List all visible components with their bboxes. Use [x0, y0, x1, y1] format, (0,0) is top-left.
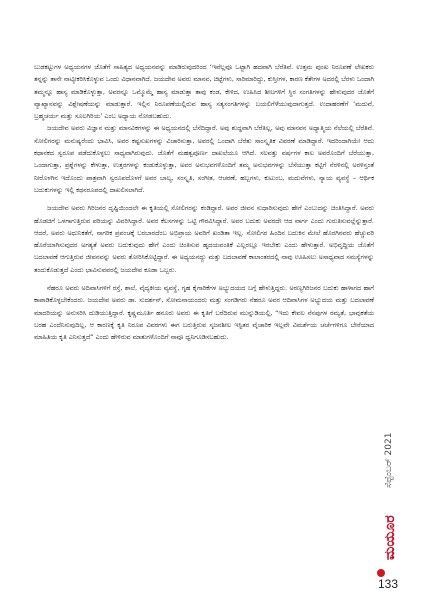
logo-dot-icon: [377, 569, 385, 577]
page-sidebar: [378, 0, 422, 600]
paragraph-4: ನೆಹರೂ ಅವರು ಅದಿವಾಸಿಗಳಿಗೆ ರಸ್ತೆ, ಶಾಲೆ, ವೈದ್ಯಕೀಯ ವ್ಯವಸ್ಥೆ, ಗೃಹ ಕೈಗಾರಿಕೆಗಳ ಅಭ್ಯುದಯದ ಬಗ್ಗೆ ಹೇಳುತ್ತಿದ್ದರು. ಅರಣ್ಯಗಿರಿಜನರ ಬದುಕು ಹಾಳಾಗದ ಹಾಗೆ ಕಾಪಾಡಿಕೊಳ್ಳಬೇಕೆಂದರು. ಜಯದೇವ ಅವರು ಡಾ. ಸುದರ್ಶನ್, ಸೋಮನಾಯಂದರು ಮತ್ತು ಸಂಗಡಿಗರು ನೆಹರೂ ಅವರ ಆದಿವಾಸಿಗಳ ಅಭ್ಯುದಯ ಮತ್ತು ಬದಲಾವಣೆ ಮಾದರಿಯನ್ನು ಅನುಸರಿಸಿ ದುಡಿಯುತ್ತಿದ್ದಾರೆ. ಕೃಷ್ಣಮೂರ್ತಿ ಹನೂರು ಅವರು ಈ ಕೃತಿಗೆ ಬರೆದಿರುವ ಮುನ್ನುಡಿಯಲ್ಲಿ, “ಇದು ಕೇವಲ ನೆನಪುಗಳ ರಮ್ಯತೆ, ಭಾವುಕತೆಯ ಬರಹ ಎಂದೆನಿಸುವುದಿಲ್ಲ, ಆ ಕಾರಣಕ್ಕೆ ಕೃತಿ ನಿರೂಪ ವಿವರಗಳು ಈಗ ಬರುತ್ತಿರುವ ಸೃಜನಶೀಲ ಇಸ್ಟಿತರ ವೈಚಾರಿಕ ಇಲ್ಲವೇ ವಿಮರ್ಶೆಯ ಚರ್ಚೆಗಳಿಗೂ ಬೇರೆಯಾದ ಮಾಹಿತಿಯ ಕೃತಿ ಎನಿಸುತ್ತದೆ” ಎಂದು ಹೇಳಿರುವ ಮಾತುಗಳೊಂದಿಗೆ ನಾವೂ ಧ್ವನಿಗೂಡಿಸಬಹುದು.: [34, 284, 374, 342]
article-body: [34, 61, 374, 344]
page-number: 133: [378, 577, 399, 591]
issue-date: ಸೆಪ್ಟೆಂಬರ್ 2021: [384, 432, 394, 488]
paragraph-1: ಬುಡಕಟ್ಟುಗಳ ಅಧ್ಯಯನಗಳ ಜೊತೆಗೆ ಸಾಹಿತ್ಯದ ಅಧ್ಯಯನವನ್ನು ಮಾಡಿರುವುದರಿಂದ ‘ಇವೆಲ್ಲವೂ ಒಟ್ಟಾಗಿ ಹದವಾಗಿ ಬೆರೆತಿವೆ. ಉತ್ತಮ ಪುಂಖ ನಿರೂಪಣೆ ಲೇಖಕರು ತನ್ನನ್ನು ತಾನೇ ನಾಟ್ಯೀಕರಿಸಿಕೊಳ್ಳುವ ಒಂದು ವಿಧಾನವಾಗಿದೆ. ಜಯದೇವ ಅವರು ಮಾನವ, ಚಿಟ್ಟೆಗಳು, ಸಾರಿಮಾರಿದ್ದು, ಕುಸ್ತೀಗಳ, ಕಾರಣ ಕೆತೇಗಳ ಅದರಲ್ಲಿ ಬೆರಳು ಒಂದಾಗಿ ತಮ್ಮನ್ನೂ ಹಾಸ್ಯ ಮಾಡಿಕೊಳ್ಳುತ್ತಾ, ಅವರನ್ನೂ ಒಮ್ಮೊಮ್ಮೆ ಹಾಸ್ಯ ಮಾಡುತ್ತಾ ತಾವು ಕಂಡ, ಕೇಳಿದ, ಉಹಿಸಿದ ಶೀಲಗಳಿಗೆ ಸ್ಥಿರ ಸಂಗತಿಗಳನ್ನು ಹೇಳುವುದರ ಜೊತೆಗೆ ವ್ಯಾಖ್ಯಾನವನ್ನು ವಿಶ್ಲೇಷಣೆಯನ್ನು ಮಾಡುತ್ತಾರೆ. ಇಲ್ಲಿನ ನಿರೂಪಣೆಯಲ್ಲಿರುವ ಹಾಸ್ಯ ಸತ್ಯಸಂಗತಿಗಳನ್ನು ಬಯಲಿಗೆಳೆಯುವುದಾಗುತ್ತದೆ. ಉದಾಹರಣೆಗೆ ‘ಮದುವೆ, ಬ್ರಹ್ಮಚರ್ಯ ಮತ್ತು ಸೂಲಗಿರಿಯ’ ಎಂಬ ಅಧ್ಯಾಯ ನೋಡಬಹುದು.: [34, 63, 374, 121]
magazine-logo: ಮಯೂರ: [382, 515, 398, 560]
paragraph-2: ಜಯದೇವ ಅವರು ವಿಜ್ಞಾನ ಮತ್ತು ಮಾನವಿಕಗಳನ್ನು ಈ ಅಧ್ಯಯನದಲ್ಲಿ ಬೆಸೆದಿದ್ದಾರೆ. ಅವು ಶುದ್ಧವಾಗಿ ಬೆರೆತಿಲ್ಲ, ಅವು ಮಾನವನ ಅಧ್ಯಾತ್ಮಿಯ ನೆಲೆಯಲ್ಲಿ ಬೆರೆತಿವೆ. ಸೋಲಿಗರನ್ನು ಮನುಷ್ಯರೆಂದು ಭಾವಿಸಿ, ಅವರ ಕಷ್ಟಸುಖಗಳನ್ನು ವಿಚಾರಿಸುತ್ತಾ, ಅವರಲ್ಲಿ ಒಂದಾಗಿ ಬೆರೆತು ಸಾಂಸ್ಕೃತಿಕ ವಿವರಣೆ ಮಾಡಿದ್ದಾರೆ. ಇದರಿಂದಾಗಿಯೇ ಆದು ಕಥಾನಕದ ಸ್ವರೂಪ ಪಡೆದುಕೊಳ್ಳಲು ಸಾಧ್ಯವಾಗಿರುವುದು. ಜೊತೆಗೆ ಮಹತ್ವಪೂರ್ಣ ದಾಖಲೆಯೂ ಆಗಿದೆ. ಸಲವತ್ತು ವರ್ಷಗಳ ಕಾಲ ಅವರೊಂದಿಗೆ ಬೆರೆಯುತ್ತಾ, ಒಂದಾಗುತ್ತಾ, ಪ್ರಶ್ನೆಗಳನ್ನು ಕೇಳುತ್ತಾ, ಉತ್ತರಗಳನ್ನು ಕಂಡುಕೊಳ್ಳುತ್ತಾ, ಅವರ ಅನುಭವಗಳೊಂದಿಗೆ ತಮ್ಮ ಅನುಭವಗಳನ್ನು ಬೆಸೆಯುತ್ತಾ ಕಟ್ಟಿಗೆ ನೆರಳಿನಲ್ಲಿ ಅರಳಿಸ್ತಂತೆ ನೀರೊಳಗಿನ ಇದೊಂದು ಪಾತ್ರವಾಗಿ ಸ್ವರೂಪದೊಳಗೆ ಅವರ ಬಾಲ್ಯ, ಸಂಸ್ಕೃತಿ, ಸಂಗೀತ, ಆಚರಣೆ, ಹಬ್ಬಗಳು, ಕುಟುಂಬ, ಮದುವೆಗಳು, ನ್ಯಾಯ ವ್ಯವಸ್ಥೆ – ಆರ್ಥಿಕ ಬದುಕುಗಳನ್ನು ಇಲ್ಲಿ ಕಥನರೂಪದಲ್ಲಿ ದಾಖಲಿಸಲಾಗಿದೆ.: [34, 124, 374, 194]
paragraph-3: ಜಯದೇವ ಅವರು ಗಿರಿಜನರ ದೃಷ್ಟಿಯಿಂದಲೇ ಈ ಕೃತಿಯಲ್ಲಿ ಸೋಲಿಗರನ್ನು ಕಂಡಿದ್ದಾರೆ. ಅವರ ಜೀವನ ಸುಧಾರಿಸುವುದು ಹೇಗೆ ಎಂಬುದನ್ನು ಚಿಂತಿಸಿದ್ದಾರೆ. ಅವರು ಹೊಡಚಿಗೆ ಒಳಗಾಗುತ್ತಿರುವ ಪರಿಯನ್ನು ವಿವರಿಸಿದ್ದಾರೆ. ಅವರ ಕೆಲಸಗಳನ್ನು ಒಟ್ಟಿ ಗೌರವಿಸಿದ್ದಾರೆ. ಅವರ ಬದುಕು ಅವರದೇ ಆದ ವಾರ್ಗ ಎಂದು ಗುರುತಿಸುವಲ್ಲೆನ್ನುತ್ತಾರೆ. ಆದರೆ, ಅವರು ಅಧುನಿಕತೆಗೆ, ನಾಗರಿಕ ಪ್ರಪಂಚಕ್ಕೆ ಬರಬಾರದೆಂಬ ಅಭಿಪ್ರಾಯ ಅವರಿಗೆ ಖಂಡಿತಾ ಇಲ್ಲ. ಸೋಲಿಗರ ಹಿಂದಿನ ಬದುಕಿನ ಮೇಲೆ ಹೊರಗಿನವರು ಹೆಚ್ಚುವರಿ ಹೊರೆಯಾಗಿಸುವುದರ ಅಗತ್ಯತೆ ಅವರು ಬದುಕುವುದು ಹೇಗೆ ಎಂದು ಚಿಂತಿಸುವ ಹೃದಯವಂತಿಕೆ ಎಲ್ಲರಲ್ಲೂ ಇರಬೇಕು ಎಂದು ಹೇಳುತ್ತಾರೆ. ಅಭಿವೃದ್ಧಿಯ ಜೊತೆಗೆ ಬದಲಾವಣೆ ಆಗುತ್ತಿರುವ ಜೀವನವನ್ನು ಅವರು ತೋರಿಸಿಕೊಟ್ಟಿದ್ದಾರೆ. ಈ ಅಧ್ಯಯನದ್ದು ಮತ್ತು ಬದಲಾವಣೆ ಕಾಲಾಂತರದಲ್ಲಿ ನಾವು ಊಹಿಸಲು ಅಸಾಧ್ಯವಾದ ಸಮಸ್ಯೆಗಳನ್ನು ತಂದುಕೊಡುತ್ತದೆ ಎಂದು ಭಾವಿಸುವವರಲ್ಲಿ ಜಯದೇವ ಕೂಡಾ ಒಬ್ಬರು.: [34, 204, 374, 274]
